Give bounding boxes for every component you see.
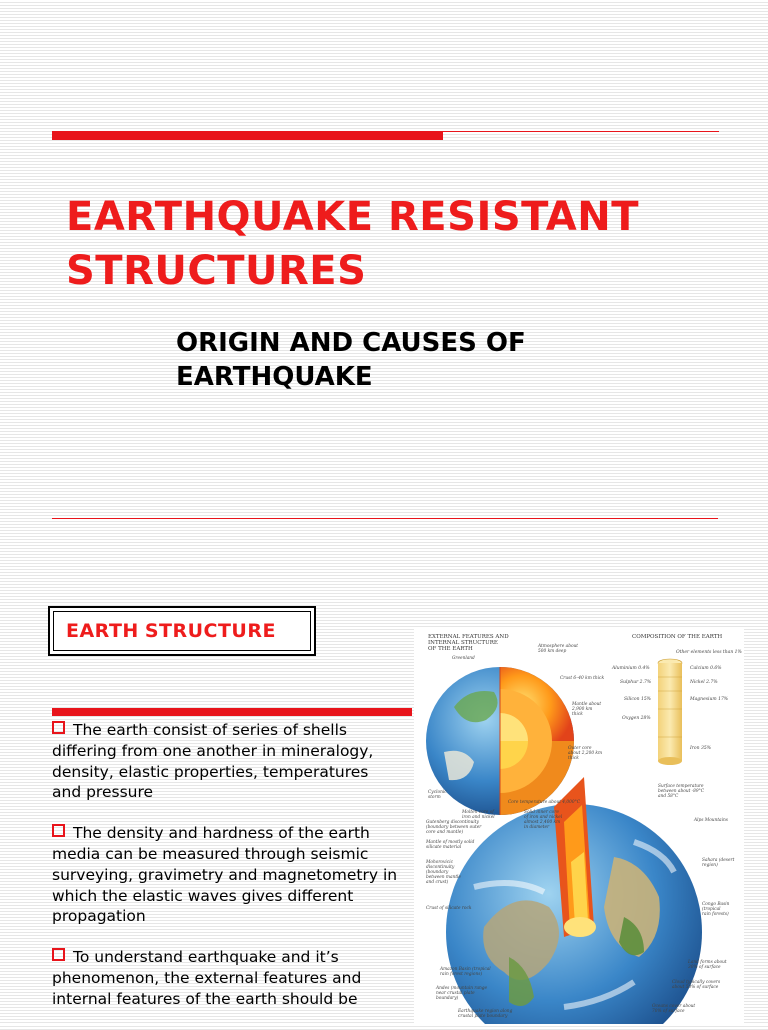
earth-structure-slide — [0, 560, 768, 1024]
bullet-item — [52, 720, 402, 803]
lbl-gutenberg-3: core and mantle) — [426, 830, 464, 835]
comp-aluminium: Aluminium 0.4% — [612, 666, 650, 671]
lbl-moho-2: discontinuity — [426, 865, 455, 870]
fig-heading-left-3: OF THE EARTH — [428, 646, 473, 652]
comp-sulphur: Sulphur 2.7% — [620, 680, 652, 685]
lbl-atmosphere-1: Atmosphere about — [538, 644, 579, 649]
square-bullet-icon — [52, 948, 65, 961]
lbl-gutenberg-1: Gutenberg discontinuity — [426, 820, 479, 825]
lbl-alps: Alps Mountains — [694, 818, 728, 823]
comp-magnesium: Magnesium 17% — [690, 697, 729, 702]
bullet-text: The earth consist of series of shells differing from one another in mineralogy, density, elastic properties, temperatures and pressure — [52, 721, 374, 802]
lbl-congo-2: (tropical — [702, 907, 721, 912]
lbl-solid-core-1: Solid inner core — [524, 810, 559, 815]
lbl-congo-1: Congo Basin — [702, 902, 730, 907]
lbl-amazon-1: Amazon Basin (tropical — [440, 967, 491, 972]
lbl-moho-1: Mohorovicic — [426, 860, 453, 865]
lbl-andes-3: boundary) — [436, 996, 459, 1001]
lbl-sahara-2: region) — [702, 863, 718, 868]
lbl-ocean-2: 70% of surface — [652, 1009, 685, 1014]
accent-bar-thick — [52, 131, 443, 140]
lbl-outer-core-1: Outer core — [568, 746, 592, 751]
lbl-andes-1: Andes (mountain range — [436, 986, 488, 991]
heading-box-inner — [53, 611, 311, 651]
lbl-outer-core-3: thick — [568, 756, 579, 761]
lbl-eq-region-1: Earthquake region along — [458, 1009, 513, 1014]
lbl-cyclonic-1: Cyclonic — [428, 790, 447, 795]
slide-title: EARTHQUAKE RESISTANT STRUCTURES — [66, 194, 640, 294]
heading-title — [66, 620, 276, 642]
accent-line-top — [443, 131, 719, 132]
heading-box — [48, 606, 316, 656]
heading-word-2: STRUCTURE — [144, 620, 276, 642]
fig-heading-left-2: INTERNAL STRUCTURE — [428, 640, 498, 646]
lbl-solid-core-2: of iron and nickel — [524, 815, 563, 820]
fig-heading-right: COMPOSITION OF THE EARTH — [632, 634, 723, 640]
lbl-amazon-2: rain forest regions) — [440, 972, 483, 977]
lbl-mantle-3: thick — [572, 712, 583, 717]
comp-iron: Iron 35% — [690, 746, 711, 751]
lbl-atmosphere-2: 500 km deep — [538, 649, 567, 654]
lbl-greenland: Greenland — [452, 656, 475, 661]
lbl-surface-temp-2: between about -89°C — [658, 789, 705, 794]
lbl-land-2: 30% of surface — [688, 965, 721, 970]
lbl-outer-core-2: about 2,200 km — [568, 751, 603, 756]
comp-nickel: Nickel 2.7% — [690, 680, 718, 685]
square-bullet-icon — [52, 824, 65, 837]
accent-line-bottom — [52, 518, 718, 519]
lbl-mantle-solid-2: silicate material — [426, 845, 462, 850]
fig-heading-left-1: EXTERNAL FEATURES AND — [428, 634, 509, 640]
lbl-congo-3: rain forests) — [702, 912, 729, 917]
lbl-mantle-1: Mantle about — [572, 702, 602, 707]
lbl-molten-core-1: Molten core of — [462, 810, 494, 815]
lbl-molten-core-2: iron and nickel — [462, 815, 495, 820]
lbl-moho-4: between mantle — [426, 875, 461, 880]
lbl-cyclonic-2: storm — [428, 795, 441, 800]
lbl-solid-core-3: almost 2,400 km — [524, 820, 561, 825]
lbl-land-1: Land forms about — [688, 960, 727, 965]
lbl-cloud-2: about 50% of surface — [672, 985, 719, 990]
comp-other: Other elements less than 1% — [676, 650, 742, 655]
lbl-moho-3: (boundary — [426, 870, 449, 875]
accent-bar-slide2 — [52, 708, 412, 716]
lbl-mantle-2: 2,900 km — [572, 707, 593, 712]
bullet-text: The density and hardness of the earth media can be measured through seismic surveying, gravimetry and magnetometry in which the elastic waves gives different propagation — [52, 824, 398, 926]
lbl-eq-region-2: crustal plate boundary — [458, 1014, 508, 1019]
comp-calcium: Calcium 0.6% — [690, 666, 722, 671]
square-bullet-icon — [52, 721, 65, 734]
earth-illustration — [414, 627, 744, 1024]
lbl-core-temp: Core temperature about 4,000°C — [508, 800, 581, 805]
bullet-item — [52, 823, 402, 927]
comp-silicon: Silicon 15% — [624, 697, 651, 702]
bullet-text: To understand earthquake and it’s phenomenon, the external features and internal features of the earth should be — [52, 948, 362, 1008]
lbl-gutenberg-2: (boundary between outer — [426, 825, 482, 830]
lbl-surface-temp-1: Surface temperature — [658, 784, 704, 789]
lbl-mantle-solid-1: Mantle of mostly solid — [426, 840, 475, 845]
small-globe — [426, 667, 574, 815]
heading-word-1: EARTH — [66, 620, 139, 642]
lbl-moho-5: and crust) — [426, 880, 449, 885]
lbl-cloud-1: Cloud typically covers — [672, 980, 721, 985]
slide-subtitle: ORIGIN AND CAUSES OF EARTHQUAKE — [176, 328, 526, 392]
composition-column — [658, 659, 682, 765]
lbl-crust-silicate: Crust of silicate rock — [426, 906, 472, 911]
lbl-ocean-1: Oceans cover about — [652, 1004, 696, 1009]
comp-oxygen: Oxygen 28% — [622, 716, 651, 721]
bullet-list — [52, 720, 402, 1030]
bullet-item — [52, 947, 402, 1009]
lbl-crust: Crust 6–40 km thick — [560, 676, 605, 681]
lbl-surface-temp-3: and 58°C — [658, 794, 679, 799]
lbl-sahara-1: Sahara (desert — [702, 858, 735, 863]
lbl-andes-2: near crustal plate — [436, 991, 475, 996]
earth-structure-figure — [414, 627, 744, 1024]
lbl-solid-core-4: in diameter — [524, 825, 550, 830]
